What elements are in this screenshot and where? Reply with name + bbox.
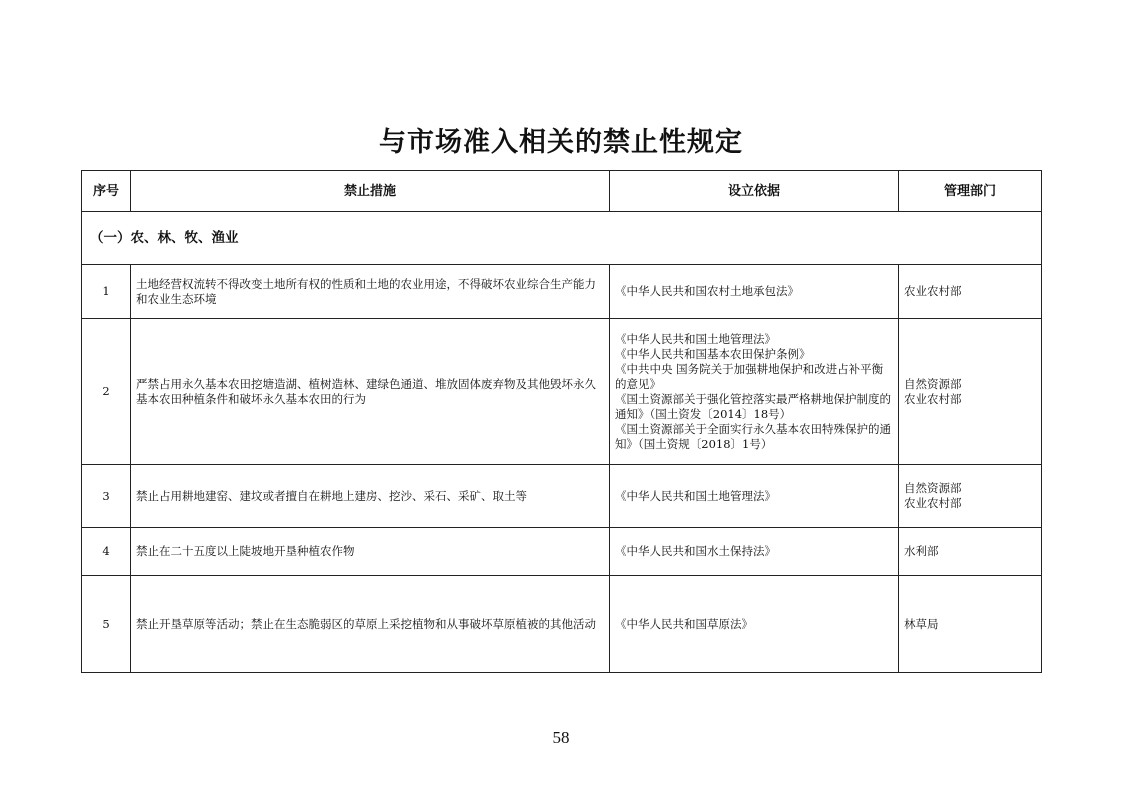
section-row (82, 212, 1042, 265)
table-row (82, 528, 1042, 576)
row-dept (899, 576, 1042, 673)
basis-line: 《中共中央 国务院关于加强耕地保护和改进占补平衡的意见》 (615, 361, 884, 391)
row-measure: 严禁占用永久基本农田挖塘造湖、植树造林、建绿色通道、堆放固体废弃物及其他毁坏永久基本农田种植条件和破坏永久基本农田的行为 (131, 319, 610, 465)
row-basis (610, 319, 899, 465)
dept-line: 水利部 (904, 544, 939, 558)
header-no: 序号 (82, 171, 131, 212)
header-basis: 设立依据 (610, 171, 899, 212)
table-row (82, 576, 1042, 673)
row-dept (899, 528, 1042, 576)
basis-line: 《中华人民共和国土地管理法》 (615, 488, 776, 503)
dept-line: 自然资源部 (904, 376, 962, 391)
basis-line: 《中华人民共和国基本农田保护条例》 (615, 346, 811, 361)
dept-line: 农业农村部 (904, 391, 962, 406)
table-row (82, 319, 1042, 465)
basis-line: 《中华人民共和国农村土地承包法》 (615, 284, 799, 298)
row-measure: 禁止占用耕地建窑、建坟或者擅自在耕地上建房、挖沙、采石、采矿、取土等 (131, 465, 610, 528)
header-measure: 禁止措施 (131, 171, 610, 212)
table-row (82, 265, 1042, 319)
row-basis (610, 265, 899, 319)
section-title: （一）农、林、牧、渔业 (82, 212, 1042, 265)
prohibition-table (81, 170, 1042, 673)
table-header-row (82, 171, 1042, 212)
header-dept: 管理部门 (899, 171, 1042, 212)
row-measure: 禁止在二十五度以上陡坡地开垦种植农作物 (131, 528, 610, 576)
row-dept (899, 465, 1042, 528)
table-row (82, 465, 1042, 528)
row-no: 5 (82, 576, 131, 673)
dept-line: 农业农村部 (904, 284, 962, 298)
row-no: 2 (82, 319, 131, 465)
row-basis (610, 528, 899, 576)
row-no: 1 (82, 265, 131, 319)
basis-line: 《中华人民共和国水土保持法》 (615, 544, 776, 558)
row-basis (610, 576, 899, 673)
row-dept (899, 319, 1042, 465)
basis-line: 《中华人民共和国土地管理法》 (615, 331, 776, 346)
row-measure: 土地经营权流转不得改变土地所有权的性质和土地的农业用途，不得破坏农业综合生产能力和农业生态环境 (131, 265, 610, 319)
row-no: 3 (82, 465, 131, 528)
dept-line: 林草局 (904, 616, 939, 631)
row-dept (899, 265, 1042, 319)
basis-line: 《国土资源部关于强化管控落实最严格耕地保护制度的通知》（国土资发〔2014〕18号） (615, 391, 891, 421)
row-no: 4 (82, 528, 131, 576)
row-basis (610, 465, 899, 528)
dept-line: 农业农村部 (904, 496, 962, 510)
dept-line: 自然资源部 (904, 481, 962, 495)
page-number: 58 (552, 728, 570, 747)
basis-line: 《中华人民共和国草原法》 (615, 616, 753, 631)
page-title: 与市场准入相关的禁止性规定 (379, 127, 743, 158)
row-measure: 禁止开垦草原等活动；禁止在生态脆弱区的草原上采挖植物和从事破坏草原植被的其他活动 (131, 576, 610, 673)
basis-line: 《国土资源部关于全面实行永久基本农田特殊保护的通知》（国土资规〔2018〕1号） (615, 421, 891, 451)
